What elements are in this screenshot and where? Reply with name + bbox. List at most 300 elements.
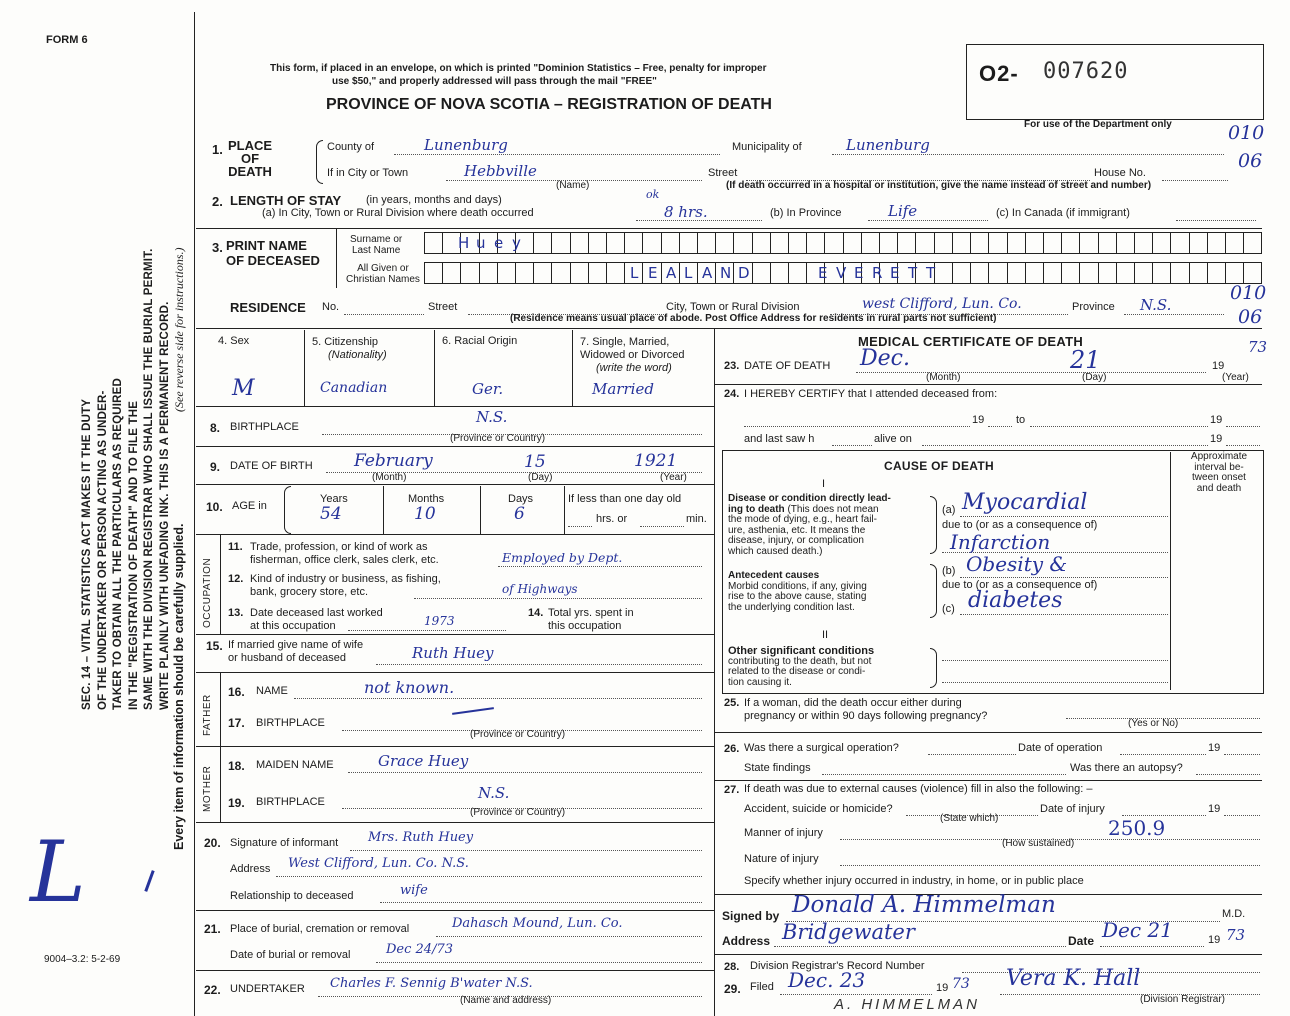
mother-birthplace-caption: (Province or Country): [470, 807, 566, 818]
nature-line: [840, 865, 1260, 866]
surgery-line: [928, 754, 1016, 755]
disease-label-text: (This does not mean: [787, 503, 879, 515]
birthplace-caption: (Province or Country): [450, 433, 546, 444]
father-label: FATHER: [202, 694, 213, 736]
burial-date-value: Dec 24/73: [386, 942, 453, 957]
birthplace-value: N.S.: [476, 408, 508, 426]
given-name-letter: L: [630, 264, 640, 282]
side-note-line: WRITE PLAINLY WITH UNFADING INK. THIS IS A PERMANENT RECORD.: [158, 301, 171, 710]
md-label: M.D.: [1222, 908, 1246, 920]
signature-bottom-rule: [714, 954, 1262, 955]
s3-label: [226, 238, 320, 268]
s1-brace: [316, 140, 323, 184]
alive-on-line: [922, 445, 1208, 446]
s18-number: 18.: [228, 759, 245, 773]
birth-month-caption: (Month): [372, 472, 407, 483]
spouse-label-line: If married give name of wife: [228, 639, 364, 651]
age-brace: [284, 486, 291, 534]
external-causes-label: If death was due to external causes (violence) fill in also the following: –: [744, 783, 1093, 795]
given-names-label: [346, 263, 420, 285]
spouse-label: [228, 639, 363, 665]
marital-status-label-line: 7. Single, Married,: [580, 336, 670, 348]
s11-number: 11.: [228, 541, 243, 553]
s10-bottom-rule: [196, 534, 714, 535]
marital-status-label-line: Widowed or Divorced: [580, 349, 685, 361]
birth-month-value: February: [354, 451, 433, 471]
surname-label: [350, 234, 402, 256]
age-less-than-day-label: If less than one day old: [568, 493, 682, 505]
s8-number: 8.: [210, 421, 221, 435]
print-code: 9004–3.2: 5-2-69: [44, 954, 121, 965]
signed-by-label: Signed by: [722, 909, 780, 923]
s6-s7-divider: [572, 330, 573, 406]
burial-date-label: Date of burial or removal: [230, 949, 351, 961]
mother-birthplace-label: BIRTHPLACE: [256, 796, 325, 808]
cause-c-value: diabetes: [968, 588, 1063, 613]
filed-date-value: Dec. 23: [788, 968, 866, 992]
industry-label: [250, 573, 441, 599]
stay-province-value: Life: [888, 202, 918, 220]
registration-number: 007620: [1043, 59, 1129, 84]
antecedent-label: [728, 571, 867, 613]
relationship-value: wife: [400, 883, 428, 898]
other-conditions-brace: [930, 648, 937, 688]
industry-label-line: Kind of industry or business, as fishing,: [250, 573, 441, 585]
citizenship-value: Canadian: [320, 380, 388, 396]
autopsy-label: Was there an autopsy?: [1070, 762, 1183, 774]
side-note-bold: Every item of information should be carefully supplied.: [172, 523, 186, 850]
stay-city-label: (a) In City, Town or Rural Division where death occurred: [262, 207, 534, 219]
birthplace-label: BIRTHPLACE: [230, 421, 299, 433]
other-conditions-line-1: [942, 660, 1168, 661]
last-worked-value: 1973: [424, 614, 455, 628]
age-days-value: 6: [514, 504, 525, 524]
spouse-value: Ruth Huey: [412, 644, 494, 662]
age-years-divider: [383, 486, 384, 534]
given-name-letter: V: [836, 264, 848, 282]
mother-maiden-name-line: [348, 772, 702, 773]
given-name-letter: A: [666, 264, 678, 282]
given-name-letter: R: [872, 264, 884, 282]
s28-number: 28.: [724, 961, 740, 973]
cause-part-1: I: [822, 478, 826, 490]
trade-label-line: Trade, profession, or kind of work as: [250, 541, 428, 553]
filed-date-line: [780, 994, 932, 995]
record-number-label: Division Registrar's Record Number: [750, 960, 925, 972]
racial-origin-label: 6. Racial Origin: [442, 335, 518, 347]
attended-from-year-line: [988, 426, 1012, 427]
s21-number: 21.: [204, 922, 221, 936]
trade-line: [498, 566, 702, 567]
occupation-label: OCCUPATION: [202, 557, 213, 628]
given-name-letter: T: [908, 264, 919, 282]
residence-code-2: 06: [1238, 306, 1263, 328]
age-minutes-line: [640, 526, 684, 527]
cause-a-value: Myocardial: [962, 490, 1088, 515]
given-names-label-line: Christian Names: [346, 274, 420, 285]
side-mark: L: [30, 823, 86, 921]
attended-to-year-line: [1226, 426, 1260, 427]
physician-date-value: Dec 21: [1102, 918, 1173, 942]
other-conditions-label: [728, 646, 874, 688]
given-name-letter: N: [720, 264, 733, 282]
cause-a-line: [960, 516, 1168, 517]
registration-prefix: O2-: [979, 61, 1019, 86]
s14-bottom-rule: [196, 634, 714, 635]
mother-birthplace-value: N.S.: [478, 784, 510, 802]
postage-note-1: This form, if placed in an envelope, on which is printed "Dominion Statistics – Free, penalty for improper: [270, 63, 767, 74]
alive-on-year-line: [1226, 445, 1260, 446]
given-name-letter: A: [702, 264, 714, 282]
spouse-line: [376, 664, 702, 665]
stay-province-label: (b) In Province: [770, 207, 842, 219]
surgery-date-line: [1120, 754, 1206, 755]
cause-c-label: (c): [942, 603, 955, 615]
physician-date-year: 73: [1226, 926, 1246, 944]
stay-province-line: [868, 220, 988, 221]
informant-signature-value: Mrs. Ruth Huey: [368, 830, 474, 845]
marital-status-value: Married: [592, 380, 654, 398]
s24-number: 24.: [724, 388, 740, 400]
sex-label: 4. Sex: [218, 335, 250, 347]
last-worked-label-line: Date deceased last worked: [250, 607, 383, 619]
marital-status-label-line: (write the word): [596, 362, 672, 374]
cause-a2-value: Infarction: [950, 530, 1051, 554]
informant-address-line: [276, 876, 702, 877]
s9-number: 9.: [210, 460, 221, 474]
interval-label-line: tween onset: [1192, 472, 1246, 483]
citizenship-label: [312, 336, 387, 362]
s7-bottom-rule: [196, 406, 714, 407]
attended-to-label: to: [1016, 414, 1026, 426]
age-years-value: 54: [320, 504, 342, 524]
age-minutes-label: min.: [686, 513, 707, 525]
street-label: Street: [708, 167, 738, 179]
years-in-occupation-label: [548, 607, 634, 633]
attended-from-line: [744, 426, 970, 427]
death-year-caption: (Year): [1222, 372, 1249, 383]
mother-bottom-rule: [196, 822, 714, 823]
house-label: House No.: [1094, 167, 1146, 179]
residence-city-value: west Clifford, Lun. Co.: [862, 296, 1022, 312]
mother-label: MOTHER: [202, 765, 213, 812]
findings-line: [822, 774, 1066, 775]
s13-number: 13.: [228, 607, 244, 619]
given-name-letter: E: [854, 264, 865, 282]
findings-label: State findings: [744, 762, 811, 774]
physician-date-label: Date: [1068, 934, 1095, 948]
industry-label-line: bank, grocery store, etc.: [250, 586, 368, 598]
stay-canada-line: [1176, 220, 1256, 221]
other-conditions-label-line: Other significant conditions: [728, 645, 875, 657]
manner-caption: (How sustained): [1002, 838, 1075, 849]
trade-value: Employed by Dept.: [502, 550, 623, 565]
cause-of-death-title: CAUSE OF DEATH: [884, 459, 994, 473]
s22-number: 22.: [204, 983, 221, 997]
county-value: Lunenburg: [424, 136, 508, 154]
pregnancy-label: [744, 697, 987, 723]
occupation-divider: [220, 534, 221, 634]
surgery-date-label: Date of operation: [1018, 742, 1103, 754]
mother-divider: [220, 746, 221, 822]
injury-date-label: Date of injury: [1040, 803, 1105, 815]
trade-label: [250, 541, 439, 567]
alive-on-label: alive on: [874, 433, 912, 445]
residence-province-label: Province: [1072, 301, 1115, 313]
side-note-line: OF THE UNDERTAKER OR PERSON ACTING AS UNDER-: [96, 390, 109, 710]
city-label: If in City or Town: [327, 167, 409, 179]
age-label: AGE in: [232, 500, 267, 512]
interval-label: [1178, 452, 1260, 494]
s25-bottom-rule: [714, 732, 1262, 733]
birth-day-caption: (Day): [528, 472, 553, 483]
s29-number: 29.: [724, 982, 741, 996]
side-note-italic: (See reverse side for instructions.): [172, 247, 186, 412]
mother-maiden-name-label: MAIDEN NAME: [256, 759, 334, 771]
residence-no-label: No.: [322, 301, 340, 313]
cause-b-due-to: due to (or as a consequence of): [942, 579, 1098, 591]
undertaker-value: Charles F. Sennig B'water N.S.: [330, 976, 533, 991]
death-day-value: 21: [1070, 346, 1101, 374]
residence-label: RESIDENCE: [230, 300, 306, 315]
s20-number: 20.: [204, 836, 221, 850]
mother-maiden-name-value: Grace Huey: [378, 752, 469, 770]
s3-number: 3.: [212, 240, 223, 255]
physician-signature: Donald A. Himmelman: [792, 892, 1056, 918]
upper-section-rule: [196, 328, 1262, 329]
filed-label: Filed: [750, 981, 774, 993]
interval-divider: [1170, 452, 1171, 690]
house-line: [1162, 180, 1228, 181]
s10-number: 10.: [206, 500, 223, 514]
disease-label-bold: ing to death: [728, 503, 785, 515]
s12-number: 12.: [228, 573, 244, 585]
age-months-value: 10: [414, 504, 436, 524]
s17-number: 17.: [228, 716, 245, 730]
father-name-line: [294, 698, 702, 699]
injury-century: 19: [1208, 803, 1221, 815]
surname-label-line: Surname or: [350, 234, 403, 245]
place-code-1: 010: [1228, 122, 1265, 144]
postage-note-2: use $50," and properly addressed will pass through the mail "FREE": [332, 76, 657, 87]
side-note-line: TAKER TO OBTAIN ALL THE PARTICULARS AS REQUIRED: [112, 377, 125, 710]
disease-label: [728, 494, 891, 557]
s15-number: 15.: [206, 639, 223, 653]
other-conditions-label-line: contributing to the death, but not: [728, 655, 872, 667]
father-bottom-rule: [196, 746, 714, 747]
racial-origin-value: Ger.: [472, 380, 504, 398]
disease-label-line: which caused death.): [728, 545, 823, 557]
s2-label: LENGTH OF STAY: [230, 193, 342, 208]
residence-street-label: Street: [428, 301, 458, 313]
registrar-stamp: A. HIMMELMAN: [834, 996, 981, 1013]
form-title: PROVINCE OF NOVA SCOTIA – REGISTRATION OF DEATH: [326, 96, 772, 113]
s3-label-line: OF DECEASED: [226, 253, 320, 268]
residence-province-line: [1124, 314, 1224, 315]
undertaker-label: UNDERTAKER: [230, 983, 305, 995]
given-name-letter: D: [738, 264, 751, 282]
father-birthplace-dash: [452, 707, 494, 715]
other-conditions-label-line: tion causing it.: [728, 676, 792, 688]
s20-bottom-rule: [196, 910, 714, 911]
stay-city-mark: ok: [646, 188, 660, 201]
disease-label-line: the mode of dying, e.g., heart fail-: [728, 514, 877, 525]
surname-letter: u: [476, 234, 487, 252]
antecedent-label-line: Antecedent causes: [728, 570, 820, 581]
s14-number: 14.: [528, 607, 544, 619]
s26-bottom-rule: [714, 780, 1262, 781]
stay-city-value: 8 hrs.: [664, 203, 708, 221]
s1-label-line: OF: [241, 151, 260, 166]
interval-label-line: interval be-: [1194, 461, 1244, 473]
death-date-line: [856, 372, 1206, 373]
father-birthplace-label: BIRTHPLACE: [256, 717, 325, 729]
place-code-2: 06: [1238, 150, 1263, 172]
birth-year-value: 1921: [634, 451, 678, 471]
undertaker-caption: (Name and address): [460, 995, 552, 1006]
burial-date-line: [376, 962, 702, 963]
side-mark-stroke: [144, 870, 154, 892]
given-name-letter: E: [890, 264, 901, 282]
registrar-signature: Vera K. Hall: [1006, 966, 1141, 991]
medical-certificate-title: MEDICAL CERTIFICATE OF DEATH: [858, 334, 1084, 349]
given-name-letter: E: [648, 264, 659, 282]
s3-top-rule: [196, 228, 1262, 229]
alive-on-century: 19: [1210, 433, 1223, 445]
physician-address-value: Bridgewater: [782, 920, 915, 944]
pregnancy-label-line: pregnancy or within 90 days following pregnancy?: [744, 710, 988, 722]
death-month-value: Dec.: [860, 346, 910, 371]
death-date-label: DATE OF DEATH: [744, 360, 831, 372]
cause-a-label: (a): [942, 504, 956, 516]
trade-label-line: fisherman, office clerk, sales clerk, etc.: [250, 554, 439, 566]
filed-century: 19: [936, 982, 949, 994]
industry-line: [414, 598, 702, 599]
s3-divider: [336, 228, 337, 288]
given-name-letter: L: [684, 264, 694, 282]
injury-year-line: [1224, 815, 1260, 816]
accident-label: Accident, suicide or homicide?: [744, 803, 893, 815]
last-worked-line: [348, 630, 506, 631]
s1-label: [228, 139, 272, 178]
autopsy-line: [1196, 774, 1260, 775]
s5-s6-divider: [434, 330, 435, 406]
s3-label-line: PRINT NAME: [226, 238, 307, 253]
attended-to-century: 19: [1210, 414, 1223, 426]
disease-label-line: disease, injury, or complication: [728, 535, 864, 546]
disease-label-line: Disease or condition directly lead-: [728, 493, 891, 504]
sex-value: M: [232, 376, 255, 401]
cause-b-label: (b): [942, 565, 956, 577]
surname-label-line: Last Name: [351, 245, 401, 256]
s1-label-line: DEATH: [228, 164, 272, 179]
age-days-label: Days: [508, 493, 534, 505]
county-label: County of: [327, 141, 375, 153]
death-day-caption: (Day): [1082, 372, 1107, 383]
residence-province-value: N.S.: [1140, 296, 1172, 314]
registrar-caption: (Division Registrar): [1140, 994, 1226, 1005]
other-conditions-line-2: [942, 682, 1168, 683]
nature-label: Nature of injury: [744, 853, 819, 865]
cause-b-line: [960, 577, 1168, 578]
burial-place-line: [436, 936, 702, 937]
city-value: Hebbville: [464, 162, 537, 180]
s25-number: 25.: [724, 697, 740, 709]
s1-number: 1.: [212, 142, 223, 157]
accident-caption: (State which): [940, 813, 999, 824]
side-note-line: SEC. 14 – VITAL STATISTICS ACT MAKES IT THE DUTY: [81, 398, 93, 710]
registration-number-box: [966, 44, 1264, 120]
cause-code-value: 250.9: [1108, 816, 1166, 840]
center-divider: [714, 328, 715, 1016]
cause-a-due-to: due to (or as a consequence of): [942, 519, 1098, 531]
s4-s5-divider: [304, 330, 305, 406]
form-left-border: [194, 12, 195, 1016]
injury-place-label: Specify whether injury occurred in industry, in home, or in public place: [744, 875, 1084, 887]
birth-year-caption: (Year): [660, 472, 687, 483]
s23-number: 23.: [724, 360, 740, 372]
s19-number: 19.: [228, 796, 245, 810]
father-divider: [220, 672, 221, 746]
birth-date-label: DATE OF BIRTH: [230, 460, 313, 472]
informant-signature-label: Signature of informant: [230, 837, 339, 849]
form-number: FORM 6: [46, 34, 88, 46]
residence-no-line: [344, 314, 424, 315]
burial-place-label: Place of burial, cremation or removal: [230, 923, 410, 935]
s16-number: 16.: [228, 685, 245, 699]
side-note-line: IN THE "REGISTRATION OF DEATH" AND TO FILE THE: [127, 400, 140, 710]
cause-part-2: II: [822, 629, 829, 641]
marital-status-label: [580, 336, 685, 375]
interval-label-line: Approximate: [1190, 451, 1248, 462]
department-use-note: For use of the Department only: [1024, 119, 1172, 130]
antecedent-label-line: Morbid conditions, if any, giving: [728, 580, 867, 592]
informant-address-label: Address: [230, 863, 271, 875]
father-name-value: not known.: [364, 678, 455, 697]
cause-c-line: [960, 614, 1168, 615]
age-months-label: Months: [408, 493, 445, 505]
death-year-value: 73: [1248, 338, 1268, 356]
surname-letter: y: [512, 234, 522, 252]
municipality-line: [832, 154, 1224, 155]
s2-units: (in years, months and days): [366, 194, 502, 206]
interval-label-line: and death: [1196, 482, 1242, 494]
death-century: 19: [1212, 360, 1225, 372]
industry-value: of Highways: [502, 582, 578, 596]
s23-bottom-rule: [714, 384, 1262, 385]
death-month-caption: (Month): [926, 372, 961, 383]
burial-place-value: Dahasch Mound, Lun. Co.: [452, 916, 623, 931]
age-hours-line: [568, 526, 592, 527]
father-name-label: NAME: [256, 685, 288, 697]
pregnancy-label-line: If a woman, did the death occur either during: [744, 697, 962, 709]
residence-code-1: 010: [1230, 282, 1267, 304]
side-note-line: SAME WITH THE DIVISION REGISTRAR WHO SHALL ISSUE THE BURIAL PERMIT.: [143, 248, 156, 710]
age-months-divider: [480, 486, 481, 534]
s1-label-line: PLACE: [228, 138, 273, 153]
filed-year-value: 73: [952, 976, 970, 992]
surname-cells: [424, 232, 1262, 254]
attended-to-line: [1030, 426, 1208, 427]
municipality-label: Municipality of: [732, 141, 802, 153]
s27-number: 27.: [724, 784, 740, 796]
physician-address-label: Address: [722, 934, 771, 948]
birth-day-value: 15: [524, 452, 546, 472]
surgery-year-line: [1224, 754, 1260, 755]
father-birthplace-caption: (Province or Country): [470, 729, 566, 740]
s2-number: 2.: [212, 194, 223, 209]
informant-address-value: West Clifford, Lun. Co. N.S.: [288, 856, 469, 871]
